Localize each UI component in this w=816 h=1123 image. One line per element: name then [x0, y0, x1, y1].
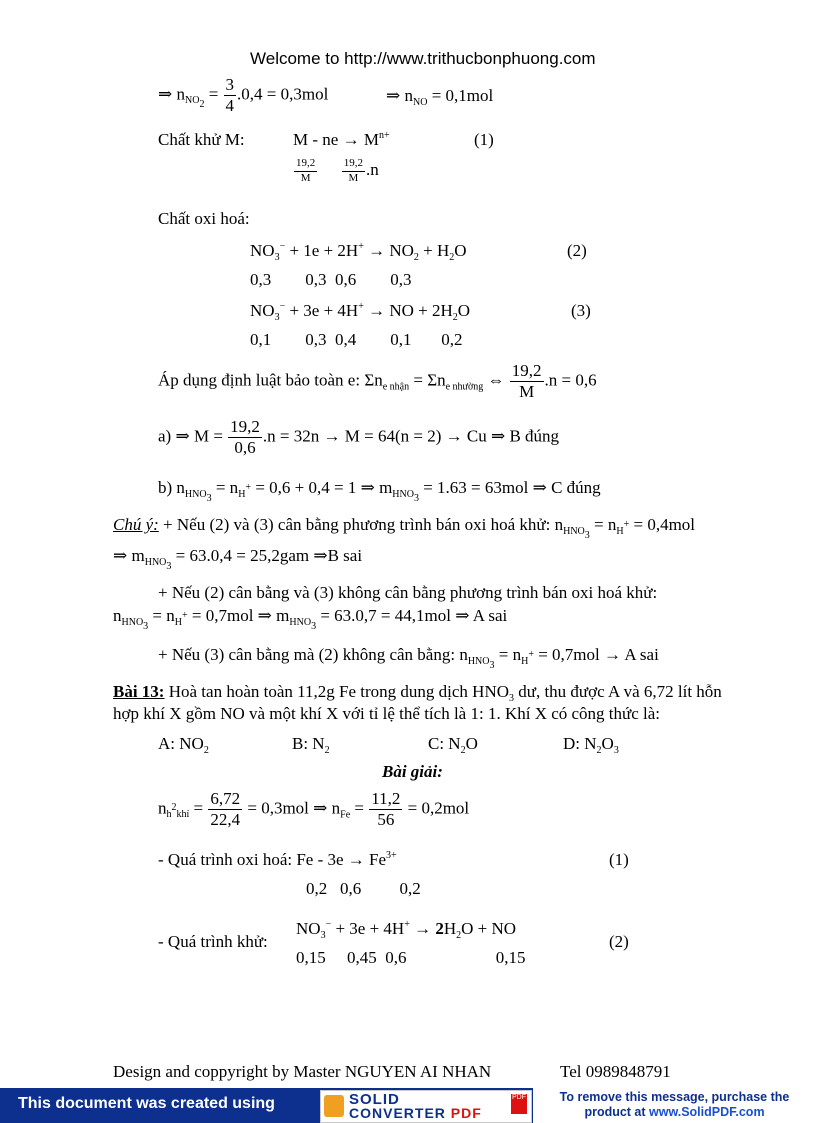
answer-b: b) $n_{HNO_3} = n_{H^+} = 0,6 + 0,4 = 1$ ⇒ $m_{HNO_3} = 1.63 = 63mol$ ⇒ C đúng	[158, 478, 601, 504]
pdf-icon: PDF	[511, 1094, 527, 1114]
eq-number-reduction: (2)	[609, 932, 629, 951]
problem-13-line-2: hợp khí X gồm NO và một khí X với tỉ lệ thể tích là 1: 1. Khí X có công thức là:	[113, 704, 661, 723]
answer-a: a) ⇒ M = $\frac{19,2}{0,6}$ .n = 32n → M = 64(n = 2) → Cu ⇒ B đúng	[158, 417, 560, 457]
eq-number-oxidation: (1)	[609, 850, 629, 869]
moles-2: 0,3 0,3 0,6 0,3	[250, 270, 412, 289]
purchase-message[interactable]: To remove this message, purchase the product at www.SolidPDF.com	[533, 1088, 816, 1123]
note-line-2: ⇒ $m_{HNO_3} = 63.0,4 = 25,2gam$ ⇒B sai	[113, 546, 363, 572]
reduction-label: - Quá trình khử:	[158, 932, 268, 951]
oxidation-process: - Quá trình oxi hoá: $Fe - 3e \to Fe^{3+}$	[158, 850, 397, 869]
fraction: $\frac{3}{4}$	[225, 75, 235, 115]
line-no2-no: ⇒ $n_{NO_2}$ = $\frac{3}{4}$ .0,4 = 0,3mol	[158, 75, 329, 115]
mole-calculation: $n_{h^2khí}$ = $\frac{6,72}{22,4}$ = 0,3mol ⇒ $n_{Fe}$ = $\frac{11,2}{56}$ = 0,2mol	[158, 789, 470, 829]
oxidizer-label: Chất oxi hoá:	[158, 209, 250, 228]
eq-number-2: (2)	[567, 241, 587, 260]
footer-design: Design and coppyright by Master NGUYEN AI NHAN	[113, 1062, 492, 1081]
reducer-equation: M - ne → $M^{n+}$	[293, 130, 390, 149]
solidpdf-link[interactable]: www.SolidPDF.com	[649, 1105, 765, 1119]
header-welcome[interactable]: Welcome to http://www.trithucbonphuong.com	[250, 49, 596, 68]
footer-tel: Tel 0989848791	[560, 1062, 671, 1081]
reducer-moles: $\frac{19,2}{M}$ $\frac{19,2}{M}$ .n	[296, 157, 379, 184]
problem-13-line-1: Bài 13: Hoà tan hoàn toàn 11,2g Fe trong dung dịch $HNO_3$ dư, thu được A và 6,72 lít hỗn	[113, 682, 722, 704]
option-d[interactable]: D: $N_2O_3$	[563, 734, 619, 756]
half-reaction-2: $NO_3^- + 1e + 2H^+ \to NO_2 + H_2O$	[250, 241, 467, 263]
banner-left-text: This document was created using	[18, 1095, 275, 1112]
oxidation-moles: 0,2 0,6 0,2	[306, 879, 421, 898]
eq-number-3: (3)	[571, 301, 591, 320]
note-line-3: + Nếu (2) cân bằng và (3) không cân bằng phương trình bán oxi hoá khử:	[158, 583, 658, 602]
solution-heading: Bài giải:	[382, 762, 443, 781]
reducer-label: Chất khử M:	[158, 130, 245, 149]
reduction-equation: $NO_3^- + 3e + 4H^+ \to 2H_2O$ + NO	[296, 919, 517, 941]
reduction-moles: 0,15 0,45 0,6 0,15	[296, 948, 526, 967]
solidpdf-banner[interactable]	[0, 1088, 816, 1123]
eq-number-1: (1)	[474, 130, 494, 149]
solidpdf-logo[interactable]: SOLID CONVERTER PDF PDF	[320, 1090, 532, 1123]
option-b[interactable]: B: $N_2$	[292, 734, 330, 756]
half-reaction-3: $NO_3^- + 3e + 4H^+$ → NO + $2H_2O$	[250, 301, 471, 323]
converter-icon	[324, 1095, 344, 1117]
moles-3: 0,1 0,3 0,4 0,1 0,2	[250, 330, 463, 349]
option-a[interactable]: A: $NO_2$	[158, 734, 209, 756]
option-c[interactable]: C: $N_2O$	[428, 734, 478, 756]
electron-conservation: Áp dụng định luật bảo toàn e: $\Sigma n_{e nhận} = \Sigma n_{e nhường}$ ⇔ $\frac{19,2}{M}$ .n = 0,6	[158, 361, 597, 401]
line-no-mol: ⇒ $n_{NO} = 0,1mol$	[386, 86, 494, 108]
note-line-1: Chú ý: + Nếu (2) và (3) cân bằng phương trình bán oxi hoá khử: $n_{HNO_3} = n_{H^+} = 0,4mol$	[113, 515, 696, 541]
note-line-5: + Nếu (3) cân bằng mà (2) không cân bằng: $n_{HNO_3} = n_{H^+} = 0,7mol \to A$ sai	[158, 645, 659, 671]
note-line-4: $n_{HNO_3} = n_{H^+} = 0,7mol$ ⇒ $m_{HNO_3} = 63.0,7 = 44,1mol$ ⇒ A sai	[113, 606, 508, 632]
